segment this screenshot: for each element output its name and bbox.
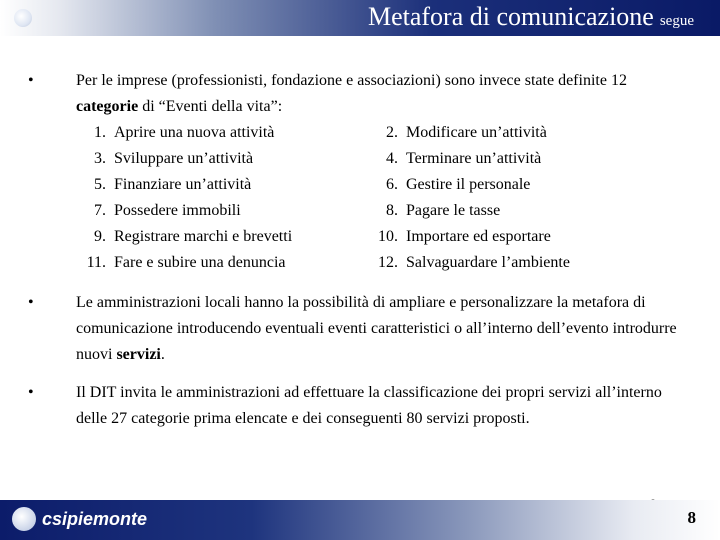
category-item: 2. Modificare un’attività	[386, 124, 547, 141]
bullet-amministrazioni	[28, 290, 688, 368]
title-main: Metafora di comunicazione	[367, 2, 654, 31]
bullet-imprese	[28, 68, 688, 276]
bullet-icon: •	[28, 384, 34, 401]
csipiemonte-logo	[12, 507, 147, 531]
category-item: 1. Aprire una nuova attività	[94, 124, 275, 141]
bullet-icon: •	[28, 294, 34, 311]
category-item: 12. Salvaguardare l’ambiente	[378, 254, 570, 271]
category-item: 3. Sviluppare un’attività	[94, 150, 254, 167]
bullet-text: Il DIT invita le amministrazioni ad effettuare la classificazione dei propri servizi all’interno delle 27 categorie prima elencate e dei conseguenti 80 servizi proposti.	[76, 384, 662, 427]
header-bar	[0, 0, 720, 36]
category-item: 4. Terminare un’attività	[386, 150, 542, 167]
bullet-text: Per le imprese (professionisti, fondazione e associazioni) sono invece state definite 12 categorie di “Eventi della vita”:	[76, 72, 627, 115]
header-bullet-icon	[14, 9, 32, 27]
category-item: 11. Fare e subire una denuncia	[86, 254, 286, 271]
title-subtitle: segue	[659, 13, 694, 29]
bold-term: categorie	[76, 98, 139, 115]
bullet-dit	[28, 380, 688, 432]
logo-text: csipiemonte	[42, 508, 148, 529]
bullet-icon: •	[28, 72, 34, 89]
category-item: 9. Registrare marchi e brevetti	[94, 228, 293, 245]
page-number: 8	[687, 508, 696, 527]
category-item: 7. Possedere immobili	[94, 202, 241, 219]
slide-title	[368, 2, 694, 32]
bold-term: servizi	[116, 346, 161, 363]
logo-icon	[12, 507, 36, 531]
category-item: 10. Importare ed esportare	[378, 228, 551, 245]
category-item: 8. Pagare le tasse	[386, 202, 501, 219]
bullet-text: Le amministrazioni locali hanno la possibilità di ampliare e personalizzare la metafora di comunicazione introducendo eventuali eventi caratteristici o all’interno dell’evento introdurre nuovi servizi.	[76, 294, 677, 363]
category-item: 6. Gestire il personale	[386, 176, 531, 193]
categories-list	[76, 120, 688, 276]
category-item: 5. Finanziare un’attività	[94, 176, 252, 193]
